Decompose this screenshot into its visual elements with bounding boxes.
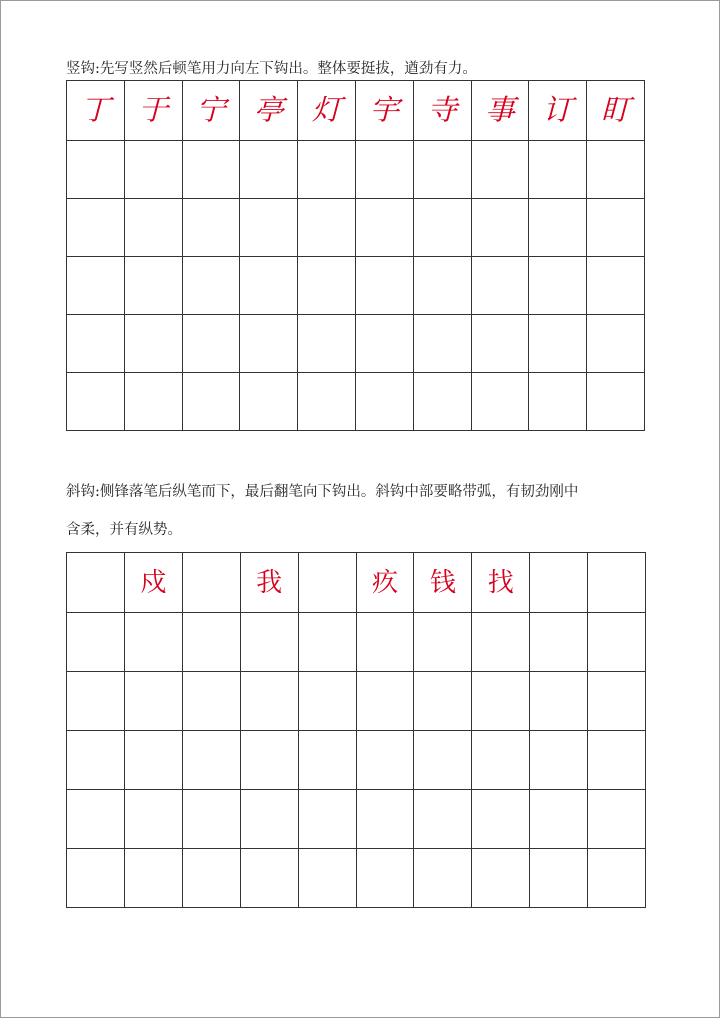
practice-cell[interactable]	[587, 373, 645, 431]
section2-instruction-line2: 含柔，并有纵势。	[66, 522, 182, 538]
practice-cell[interactable]	[357, 731, 415, 790]
example-char-cell	[414, 81, 472, 141]
practice-cell[interactable]	[472, 672, 530, 731]
example-char-cell	[298, 81, 356, 141]
practice-cell[interactable]	[125, 257, 183, 315]
practice-cell[interactable]	[240, 257, 298, 315]
practice-cell[interactable]	[299, 790, 357, 849]
example-char-cell	[183, 553, 241, 613]
practice-cell[interactable]	[67, 672, 125, 731]
practice-cell[interactable]	[587, 141, 645, 199]
practice-cell[interactable]	[183, 257, 241, 315]
practice-cell[interactable]	[125, 790, 183, 849]
practice-cell[interactable]	[125, 141, 183, 199]
practice-cell[interactable]	[472, 613, 530, 672]
practice-cell[interactable]	[298, 257, 356, 315]
practice-cell[interactable]	[588, 672, 646, 731]
practice-cell[interactable]	[240, 373, 298, 431]
practice-cell[interactable]	[183, 849, 241, 908]
example-char: 订	[542, 93, 573, 127]
example-char: 寺	[427, 93, 458, 127]
practice-cell[interactable]	[298, 315, 356, 373]
example-char-cell	[125, 81, 183, 141]
practice-cell[interactable]	[67, 613, 125, 672]
practice-cell[interactable]	[356, 257, 414, 315]
section2-instruction-line1: 斜钩:侧锋落笔后纵笔而下，最后翻笔向下钩出。斜钩中部要略带弧，有韧劲刚中	[66, 484, 579, 500]
practice-cell[interactable]	[183, 613, 241, 672]
practice-cell[interactable]	[588, 731, 646, 790]
practice-cell[interactable]	[299, 731, 357, 790]
example-char: 事	[484, 93, 515, 127]
practice-cell[interactable]	[588, 613, 646, 672]
practice-cell[interactable]	[125, 731, 183, 790]
practice-cell[interactable]	[529, 141, 587, 199]
practice-cell[interactable]	[414, 731, 472, 790]
practice-cell[interactable]	[588, 849, 646, 908]
practice-cell[interactable]	[357, 613, 415, 672]
practice-cell[interactable]	[356, 373, 414, 431]
practice-cell[interactable]	[67, 315, 125, 373]
example-char: 亭	[253, 93, 284, 127]
practice-cell[interactable]	[529, 373, 587, 431]
practice-cell[interactable]	[414, 790, 472, 849]
example-char: 灯	[311, 93, 342, 127]
practice-cell[interactable]	[298, 199, 356, 257]
example-char-cell	[241, 553, 299, 613]
practice-cell[interactable]	[67, 257, 125, 315]
practice-cell[interactable]	[241, 849, 299, 908]
practice-cell[interactable]	[299, 849, 357, 908]
practice-cell[interactable]	[414, 373, 472, 431]
practice-cell[interactable]	[414, 199, 472, 257]
practice-cell[interactable]	[299, 613, 357, 672]
practice-cell[interactable]	[414, 672, 472, 731]
practice-cell[interactable]	[530, 613, 588, 672]
practice-cell[interactable]	[588, 790, 646, 849]
practice-cell[interactable]	[125, 849, 183, 908]
example-char-cell	[472, 553, 530, 613]
practice-cell[interactable]	[240, 315, 298, 373]
example-char-cell	[588, 553, 646, 613]
practice-cell[interactable]	[472, 257, 530, 315]
practice-cell[interactable]	[67, 141, 125, 199]
example-char-cell	[240, 81, 298, 141]
practice-cell[interactable]	[587, 199, 645, 257]
example-char-cell	[67, 81, 125, 141]
example-char: 宇	[369, 93, 400, 127]
example-char-cell	[299, 553, 357, 613]
practice-cell[interactable]	[530, 790, 588, 849]
practice-cell[interactable]	[240, 199, 298, 257]
practice-cell[interactable]	[183, 315, 241, 373]
practice-cell[interactable]	[241, 613, 299, 672]
practice-cell[interactable]	[472, 141, 530, 199]
practice-cell[interactable]	[414, 613, 472, 672]
example-char: 于	[138, 93, 169, 127]
practice-cell[interactable]	[529, 257, 587, 315]
practice-cell[interactable]	[183, 199, 241, 257]
practice-cell[interactable]	[529, 199, 587, 257]
practice-cell[interactable]	[356, 315, 414, 373]
practice-cell[interactable]	[357, 672, 415, 731]
practice-cell[interactable]	[530, 672, 588, 731]
practice-cell[interactable]	[241, 790, 299, 849]
practice-cell[interactable]	[529, 315, 587, 373]
practice-cell[interactable]	[125, 613, 183, 672]
example-char: 找	[487, 567, 514, 598]
practice-cell[interactable]	[67, 790, 125, 849]
example-char: 盯	[600, 93, 631, 127]
practice-cell[interactable]	[183, 141, 241, 199]
practice-cell[interactable]	[414, 257, 472, 315]
practice-cell[interactable]	[67, 731, 125, 790]
practice-cell[interactable]	[530, 849, 588, 908]
practice-cell[interactable]	[183, 672, 241, 731]
example-char: 疚	[371, 567, 398, 598]
practice-cell[interactable]	[183, 373, 241, 431]
practice-cell[interactable]	[587, 257, 645, 315]
practice-cell[interactable]	[299, 672, 357, 731]
practice-cell[interactable]	[67, 373, 125, 431]
practice-cell[interactable]	[125, 672, 183, 731]
practice-cell[interactable]	[414, 849, 472, 908]
example-char-cell	[472, 81, 530, 141]
section1-instruction: 竖钩:先写竖然后顿笔用力向左下钩出。整体要挺拔，遒劲有力。	[66, 61, 477, 77]
example-char-cell	[357, 553, 415, 613]
practice-cell[interactable]	[357, 849, 415, 908]
practice-cell[interactable]	[472, 199, 530, 257]
practice-cell[interactable]	[587, 315, 645, 373]
example-char: 戍	[140, 567, 167, 598]
example-char-cell	[529, 81, 587, 141]
example-char: 丁	[80, 93, 111, 127]
example-char-cell	[67, 553, 125, 613]
practice-cell[interactable]	[356, 141, 414, 199]
slant-hook-practice-grid	[66, 552, 646, 908]
example-char-cell	[125, 553, 183, 613]
practice-cell[interactable]	[67, 199, 125, 257]
example-char-cell	[183, 81, 241, 141]
vertical-hook-practice-grid	[66, 80, 645, 431]
example-char: 钱	[429, 567, 456, 598]
practice-cell[interactable]	[125, 315, 183, 373]
practice-cell[interactable]	[241, 731, 299, 790]
practice-cell[interactable]	[125, 373, 183, 431]
practice-cell[interactable]	[472, 849, 530, 908]
example-char-cell	[356, 81, 414, 141]
practice-cell[interactable]	[472, 373, 530, 431]
practice-cell[interactable]	[183, 731, 241, 790]
practice-cell[interactable]	[356, 199, 414, 257]
example-char-cell	[414, 553, 472, 613]
practice-cell[interactable]	[240, 141, 298, 199]
practice-cell[interactable]	[298, 141, 356, 199]
example-char-cell	[530, 553, 588, 613]
practice-cell[interactable]	[414, 315, 472, 373]
practice-cell[interactable]	[125, 199, 183, 257]
example-char: 我	[256, 567, 283, 598]
practice-cell[interactable]	[183, 790, 241, 849]
practice-cell[interactable]	[472, 731, 530, 790]
practice-cell[interactable]	[414, 141, 472, 199]
practice-cell[interactable]	[530, 731, 588, 790]
practice-cell[interactable]	[472, 315, 530, 373]
example-char: 宁	[195, 93, 226, 127]
practice-cell[interactable]	[357, 790, 415, 849]
practice-cell[interactable]	[298, 373, 356, 431]
example-char-cell	[587, 81, 645, 141]
practice-cell[interactable]	[472, 790, 530, 849]
practice-cell[interactable]	[241, 672, 299, 731]
practice-cell[interactable]	[67, 849, 125, 908]
